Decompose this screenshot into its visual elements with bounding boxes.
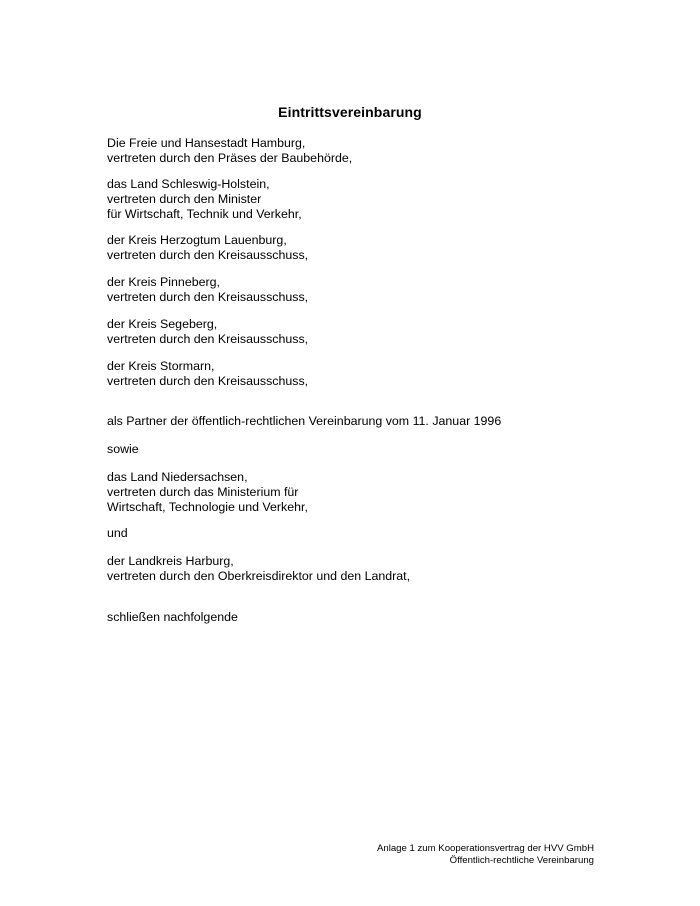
text-line: vertreten durch den Minister xyxy=(107,192,262,206)
footer-line-annex: Anlage 1 zum Kooperationsvertrag der HVV GmbH xyxy=(376,843,594,854)
text-line: vertreten durch den Kreisausschuss, xyxy=(107,374,309,388)
text-line: Die Freie und Hansestadt Hamburg, xyxy=(107,136,306,150)
party-herzogtum-lauenburg xyxy=(107,233,308,263)
text-line: vertreten durch den Kreisausschuss, xyxy=(107,248,309,262)
party-segeberg xyxy=(107,317,308,347)
text-line: Wirtschaft, Technologie und Verkehr, xyxy=(107,500,308,514)
text-line: das Land Schleswig-Holstein, xyxy=(107,177,270,191)
text-line: und xyxy=(107,526,128,540)
document-title: Eintrittsvereinbarung xyxy=(278,104,422,120)
text-line: vertreten durch das Ministerium für xyxy=(107,485,299,499)
party-hamburg xyxy=(107,136,352,166)
text-line: vertreten durch den Kreisausschuss, xyxy=(107,332,309,346)
party-stormarn xyxy=(107,359,308,389)
party-pinneberg xyxy=(107,275,308,305)
conjunction-sowie xyxy=(107,442,139,457)
text-line: vertreten durch den Präses der Baubehörde, xyxy=(107,151,353,165)
party-niedersachsen xyxy=(107,470,308,515)
party-landkreis-harburg xyxy=(107,554,410,584)
text-line: der Kreis Stormarn, xyxy=(107,359,215,373)
text-line: vertreten durch den Oberkreisdirektor und den Landrat, xyxy=(107,569,411,583)
text-line: sowie xyxy=(107,442,139,456)
page-footer xyxy=(377,843,594,867)
partner-statement xyxy=(107,414,501,429)
party-schleswig-holstein xyxy=(107,177,302,222)
conjunction-und xyxy=(107,526,128,541)
text-line: der Kreis Pinneberg, xyxy=(107,275,220,289)
text-line: vertreten durch den Kreisausschuss, xyxy=(107,290,309,304)
text-line: schließen nachfolgende xyxy=(107,610,238,624)
text-line: als Partner der öffentlich-rechtlichen Vereinbarung vom 11. Januar 1996 xyxy=(107,414,502,428)
text-line: das Land Niedersachsen, xyxy=(107,470,248,484)
text-line: für Wirtschaft, Technik und Verkehr, xyxy=(107,207,302,221)
text-line: der Landkreis Harburg, xyxy=(107,554,234,568)
text-line: der Kreis Segeberg, xyxy=(107,317,218,331)
footer-line-agreement: Öffentlich-rechtliche Vereinbarung xyxy=(449,855,594,866)
text-line: der Kreis Herzogtum Lauenburg, xyxy=(107,233,287,247)
closing-statement xyxy=(107,610,238,625)
